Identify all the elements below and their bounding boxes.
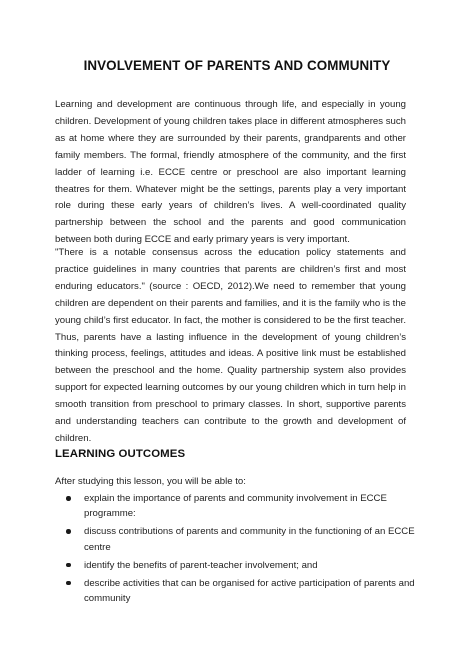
intro-paragraph: Learning and development are continuous through life, and especially in young children. Development of young children takes place in different atmospheres such as at home where they are surrounded by their parents, grandparents and other family members. The formal, friendly atmosphere of the community, and the first ladder of learning i.e. ECCE centre or preschool are also important learning theatres for them. Whatever might be the settings, parents play a very important role during these early years of children’s lives. A well-coordinated quality partnership between the school and the parents and good communication between both during ECCE and early primary years is very important. bbox=[55, 99, 406, 246]
list-item-text: describe activities that can be organised for active participation of parents and community bbox=[84, 577, 415, 605]
bullet-icon bbox=[66, 496, 71, 501]
list-item-text: identify the benefits of parent-teacher involvement; and bbox=[84, 559, 318, 571]
page-title: INVOLVEMENT OF PARENTS AND COMMUNITY bbox=[83, 58, 391, 73]
list-item bbox=[55, 576, 415, 607]
list-item-text: explain the importance of parents and community involvement in ECCE programme: bbox=[84, 493, 387, 520]
bullet-icon bbox=[66, 581, 71, 586]
outcomes-intro: After studying this lesson, you will be able to: bbox=[55, 476, 246, 487]
list-item bbox=[55, 558, 415, 573]
outcomes-list bbox=[55, 491, 415, 609]
bullet-icon bbox=[66, 529, 71, 534]
list-item bbox=[55, 491, 415, 522]
bullet-icon bbox=[66, 563, 71, 568]
quote-paragraph: "There is a notable consensus across the education policy statements and practice guidelines in many countries that parents are children’s first and most enduring educators." (source : OECD, 2012).We need to remember that young children are dependent on their parents and families, and it is the family who is the young child’s first educator. In fact, the mother is considered to be the first teacher. Thus, parents have a lasting influence in the development of young children’s thinking process, feelings, attitudes and ideas. A positive link must be established between the preschool and the home. Quality partnership system also provides support for expected learning outcomes by our young children which in turn help in smooth transition from preschool to primary classes. In short, supportive parents and understanding teachers can contribute to the growth and development of children. bbox=[55, 247, 406, 444]
list-item-text: discuss contributions of parents and community in the functioning of an ECCE centre bbox=[84, 526, 415, 553]
list-item bbox=[55, 524, 415, 555]
section-heading: LEARNING OUTCOMES bbox=[55, 448, 186, 460]
